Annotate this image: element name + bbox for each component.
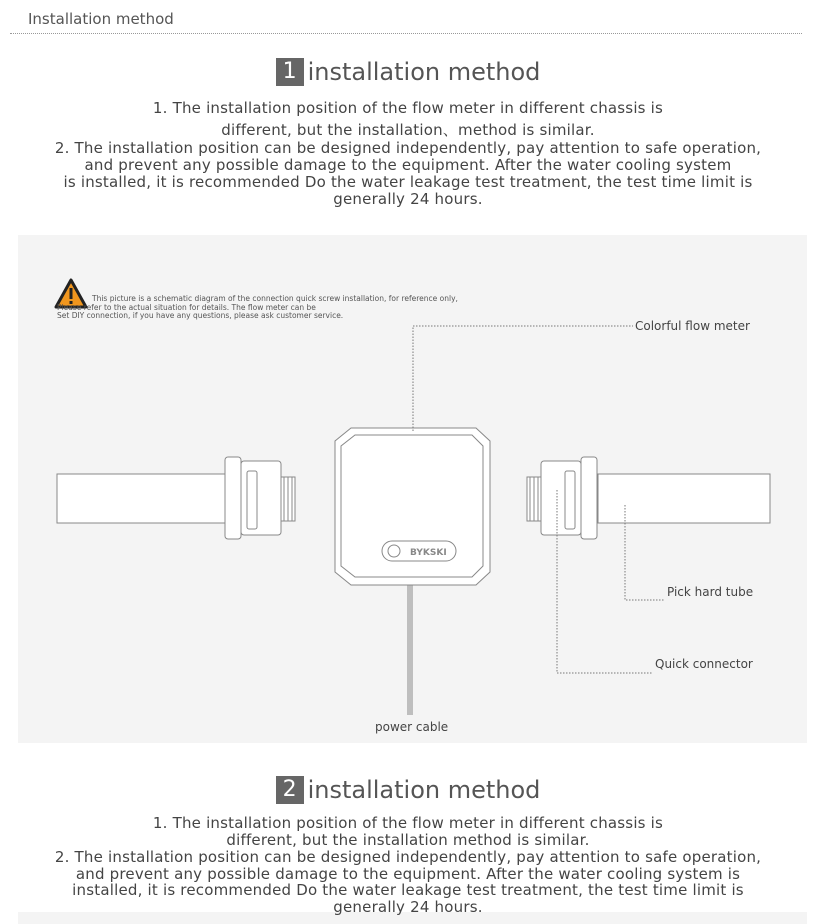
label-flow-meter: Colorful flow meter [635, 319, 750, 333]
right-hard-tube [598, 474, 770, 523]
installation-diagram [18, 235, 807, 743]
section2-title [0, 776, 816, 804]
section1-title-text: installation method [307, 58, 541, 86]
section2-line-4: and prevent any possible damage to the equipment. After the water cooling system is [75, 865, 741, 883]
label-power-cable: power cable [375, 720, 449, 734]
right-quick-connector [527, 457, 597, 539]
left-hard-tube [57, 474, 225, 523]
note-line-3: Set DIY connection, if you have any questions, please ask customer service. [57, 311, 344, 320]
section2-number: 2 [276, 776, 304, 804]
flow-meter-body [335, 428, 490, 585]
note-line-2: Please refer to the actual situation for details. The flow meter can be [57, 302, 316, 312]
section2-line-6: generally 24 hours. [333, 898, 483, 916]
note-line-1: This picture is a schematic diagram of the connection quick screw installation, for reference only, [92, 294, 458, 303]
section2-line-2: different, but the installation method is similar. [226, 831, 590, 849]
section1-line-2: different, but the installation、method is similar. [221, 121, 595, 139]
section1-number: 1 [276, 58, 304, 86]
section-header: Installation method [28, 10, 174, 28]
section1-line-5: is installed, it is recommended Do the water leakage test treatment, the test time limit is [63, 173, 753, 191]
section1-line-6: generally 24 hours. [333, 190, 483, 208]
diagram-note [57, 295, 458, 321]
section2-title-text: installation method [307, 776, 541, 804]
section1-line-4: and prevent any possible damage to the equipment. After the water cooling system [84, 156, 732, 174]
section1-title [0, 58, 816, 86]
header-divider [10, 33, 802, 34]
power-cable-line [408, 585, 412, 715]
section2-line-3: 2. The installation position can be designed independently, pay attention to safe operation, [54, 848, 762, 866]
section2-line-1: 1. The installation position of the flow meter in different chassis is [152, 814, 664, 832]
section1-line-1: 1. The installation position of the flow meter in different chassis is [152, 99, 664, 117]
section2-line-5: installed, it is recommended Do the water leakage test treatment, the test time limit is [72, 881, 744, 899]
section1-line-3: 2. The installation position can be designed independently, pay attention to safe operation, [54, 139, 762, 157]
label-hard-tube: Pick hard tube [667, 585, 754, 599]
left-quick-connector [225, 457, 295, 539]
brand-logo: BYKSKI [410, 548, 447, 558]
label-quick-connector: Quick connector [655, 657, 753, 671]
